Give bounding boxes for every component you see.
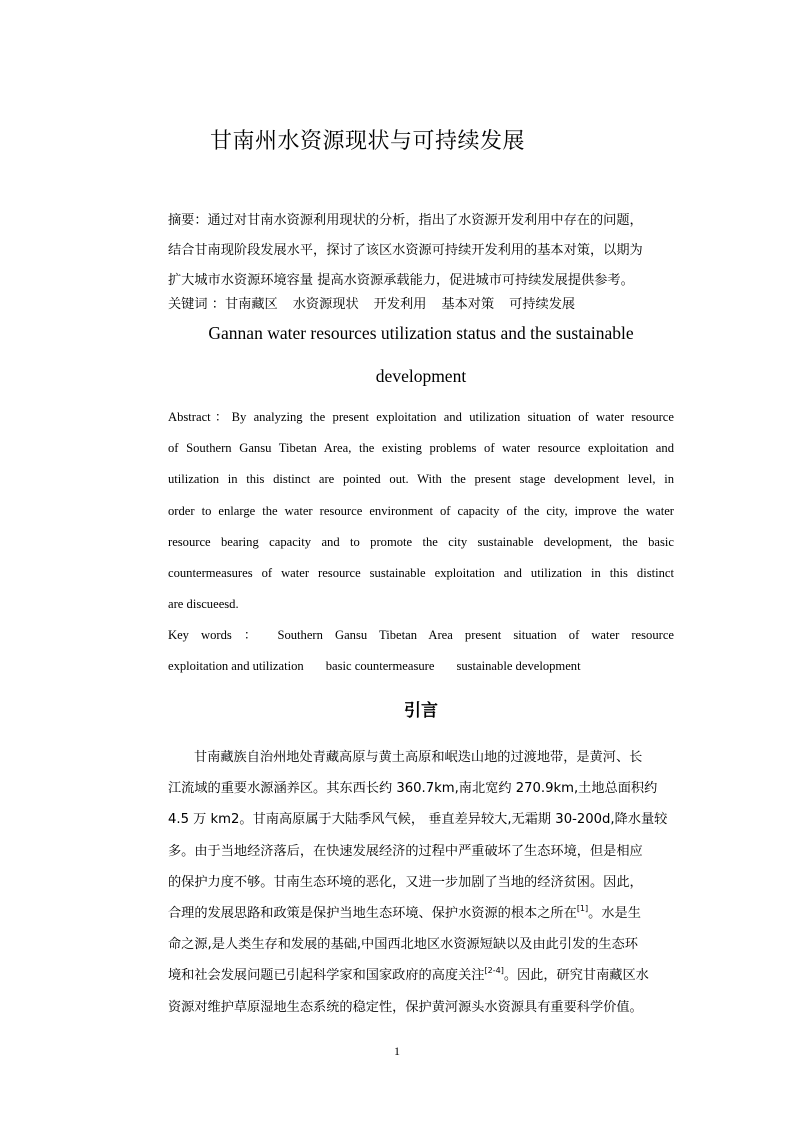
keyword-en: sustainable development bbox=[456, 659, 581, 674]
keyword-cn: 可持续发展 bbox=[509, 297, 576, 312]
keywords-cn bbox=[168, 292, 668, 318]
abstract-en-line: of Southern Gansu Tibetan Area, the existing problems of water resource exploitation and bbox=[168, 441, 674, 456]
abstract-en-line: Abstract：By analyzing the present exploitation and utilization situation of water resource bbox=[168, 410, 674, 424]
keyword-cn: 基本对策 bbox=[441, 297, 495, 312]
abstract-cn-line: 扩大城市水资源环境容量 提高水资源承载能力，促进城市可持续发展提供参考。 bbox=[168, 273, 634, 288]
abstract-en-line: countermeasures of water resource sustainable exploitation and utilization in this distinct bbox=[168, 566, 674, 581]
keyword-en: exploitation and utilization bbox=[168, 659, 304, 674]
paragraph-text: 境和社会发展问题已引起科学家和国家政府的高度关注 bbox=[168, 968, 485, 984]
keyword-en: basic countermeasure bbox=[325, 659, 435, 674]
keyword-cn: 水资源现状 bbox=[292, 297, 359, 312]
paragraph-line: 资源对维护草原湿地生态系统的稳定性，保护黄河源头水资源具有重要科学价值。 bbox=[168, 999, 643, 1015]
paragraph-line: 4.5 万 km2。甘南高原属于大陆季风气候， 垂直差异较大,无霜期 30-200d,降水量较 bbox=[168, 812, 668, 828]
abstract-en-line: order to enlarge the water resource environment of capacity of the city, improve the water bbox=[168, 503, 674, 518]
keywords-cn-label: 关键词 ： bbox=[168, 297, 225, 312]
paragraph-text: 合理的发展思路和政策是保护当地生态环境、保护水资源的根本之所在 bbox=[168, 906, 577, 922]
paragraph-line: 命之源,是人类生存和发展的基础,中国西北地区水资源短缺以及由此引发的生态环 bbox=[168, 937, 638, 953]
paper-title-cn: 甘南州水资源现状与可持续发展 bbox=[210, 129, 526, 154]
paragraph-line bbox=[168, 960, 676, 991]
paragraph-line: 多。由于当地经济落后，在快速发展经济的过程中严重破坏了生态环境，但是相应 bbox=[168, 843, 643, 859]
keyword-en: Southern Gansu Tibetan Area bbox=[277, 628, 453, 642]
paper-title-en-line2: development bbox=[375, 366, 467, 386]
section-title-introduction: 引言 bbox=[404, 701, 438, 721]
paragraph-text: 。水是生 bbox=[588, 906, 641, 922]
paragraph-line: 的保护力度不够。甘南生态环境的恶化，又进一步加剧了当地的经济贫困。因此， bbox=[168, 874, 643, 890]
keywords-en-line bbox=[168, 651, 674, 682]
paragraph-text: 。因此，研究甘南藏区水 bbox=[503, 968, 649, 984]
intro-paragraph bbox=[168, 742, 676, 1023]
keyword-en: present situation of water resource bbox=[464, 628, 675, 642]
paragraph-line: 江流域的重要水源涵养区。其东西长约 360.7km,南北宽约 270.9km,土地总面积约 bbox=[168, 781, 658, 797]
abstract-cn bbox=[168, 206, 668, 296]
abstract-cn-line: 摘要：通过对甘南水资源利用现状的分析，指出了水资源开发利用中存在的问题， bbox=[168, 213, 643, 228]
keyword-cn: 甘南藏区 bbox=[224, 297, 278, 312]
paragraph-line: 甘南藏族自治州地处青藏高原与黄土高原和岷迭山地的过渡地带，是黄河、长 bbox=[194, 750, 643, 765]
abstract-cn-line: 结合甘南现阶段发展水平，探讨了该区水资源可持续开发利用的基本对策，以期为 bbox=[168, 243, 643, 258]
citation-ref[interactable]: [1] bbox=[576, 904, 589, 914]
paragraph-line bbox=[168, 898, 676, 929]
paper-title-en-line1: Gannan water resources utilization status and the sustainable bbox=[208, 323, 634, 343]
keywords-en-line bbox=[168, 620, 674, 651]
page-number: 1 bbox=[394, 1044, 400, 1058]
keywords-en bbox=[168, 620, 674, 682]
abstract-en-line: utilization in this distinct are pointed out. With the present stage development level, in bbox=[168, 472, 674, 487]
abstract-en-line: are discueesd. bbox=[168, 597, 239, 612]
abstract-en-line: resource bearing capacity and to promote the city sustainable development, the basic bbox=[168, 534, 674, 549]
keywords-en-label: Key words ： bbox=[168, 628, 266, 642]
citation-ref[interactable]: [2-4] bbox=[484, 966, 504, 976]
keyword-cn: 开发利用 bbox=[373, 297, 427, 312]
abstract-en bbox=[168, 402, 674, 620]
